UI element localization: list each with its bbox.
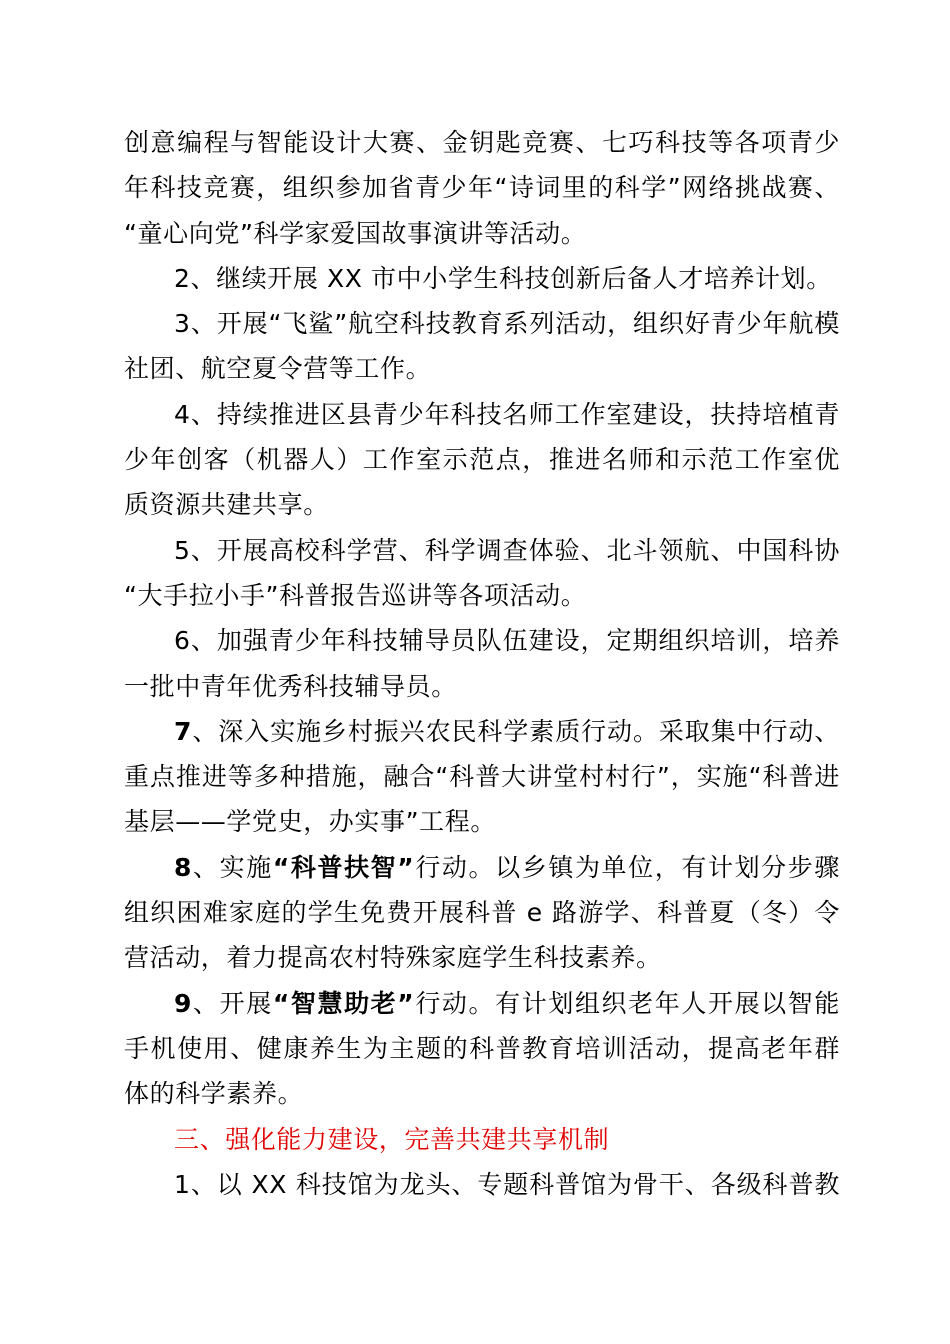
paragraph-line: 4、持续推进区县青少年科技名师工作室建设，扶持培植青 (174, 399, 840, 429)
paragraph-line: 6、加强青少年科技辅导员队伍建设，定期组织培训，培养 (174, 626, 840, 656)
document-body (124, 120, 840, 1207)
paragraph-line: 质资源共建共享。 (124, 490, 329, 520)
section-heading: 三、强化能力建设，完善共建共享机制 (174, 1124, 610, 1154)
paragraph-text: 、开展 (192, 988, 273, 1018)
paragraph-line: 年科技竞赛，组织参加省青少年“诗词里的科学”网络挑战赛、 (124, 173, 840, 203)
paragraph-line: 1、以 XX 科技馆为龙头、专题科普馆为骨干、各级科普教 (174, 1169, 840, 1199)
paragraph-line (124, 981, 840, 1026)
paragraph-line (124, 845, 840, 890)
paragraph-text: 、实施 (192, 852, 273, 882)
paragraph-line: 5、开展高校科学营、科学调查体验、北斗领航、中国科协 (174, 535, 840, 565)
paragraph-line: 社团、航空夏令营等工作。 (124, 354, 432, 384)
paragraph-line: 营活动，着力提高农村特殊家庭学生科技素养。 (124, 943, 662, 973)
paragraph-text: 、深入实施乡村振兴农民科学素质行动。采取集中行动、 (192, 716, 840, 746)
paragraph-line: 组织困难家庭的学生免费开展科普 e 路游学、科普夏（冬）令 (124, 898, 840, 928)
bold-phrase: “智慧助老” (272, 988, 415, 1018)
paragraph-line: 3、开展“飞鲨”航空科技教育系列活动，组织好青少年航模 (174, 309, 840, 339)
item-number: 7 (174, 716, 192, 746)
paragraph-line: 少年创客（机器人）工作室示范点，推进名师和示范工作室优 (124, 445, 840, 475)
paragraph-line: 一批中青年优秀科技辅导员。 (124, 671, 457, 701)
paragraph-line: 手机使用、健康养生为主题的科普教育培训活动，提高老年群 (124, 1033, 840, 1063)
paragraph-text: 行动。有计划组织老年人开展以智能 (414, 988, 840, 1018)
paragraph-line: 基层——学党史，办实事”工程。 (124, 807, 496, 837)
item-number: 9 (174, 988, 192, 1018)
paragraph-line: 重点推进等多种措施，融合“科普大讲堂村村行”，实施“科普进 (124, 762, 840, 792)
paragraph-line: 体的科学素养。 (124, 1079, 304, 1109)
paragraph-line: “大手拉小手”科普报告巡讲等各项活动。 (124, 580, 587, 610)
item-number: 8 (174, 852, 192, 882)
bold-phrase: “科普扶智” (272, 852, 415, 882)
paragraph-text: 行动。以乡镇为单位，有计划分步骤 (414, 852, 840, 882)
paragraph-line: 创意编程与智能设计大赛、金钥匙竞赛、七巧科技等各项青少 (124, 128, 840, 157)
paragraph-line: “童心向党”科学家爱国故事演讲等活动。 (124, 218, 587, 248)
paragraph-line (124, 709, 840, 754)
paragraph-line: 2、继续开展 XX 市中小学生科技创新后备人才培养计划。 (174, 263, 832, 293)
